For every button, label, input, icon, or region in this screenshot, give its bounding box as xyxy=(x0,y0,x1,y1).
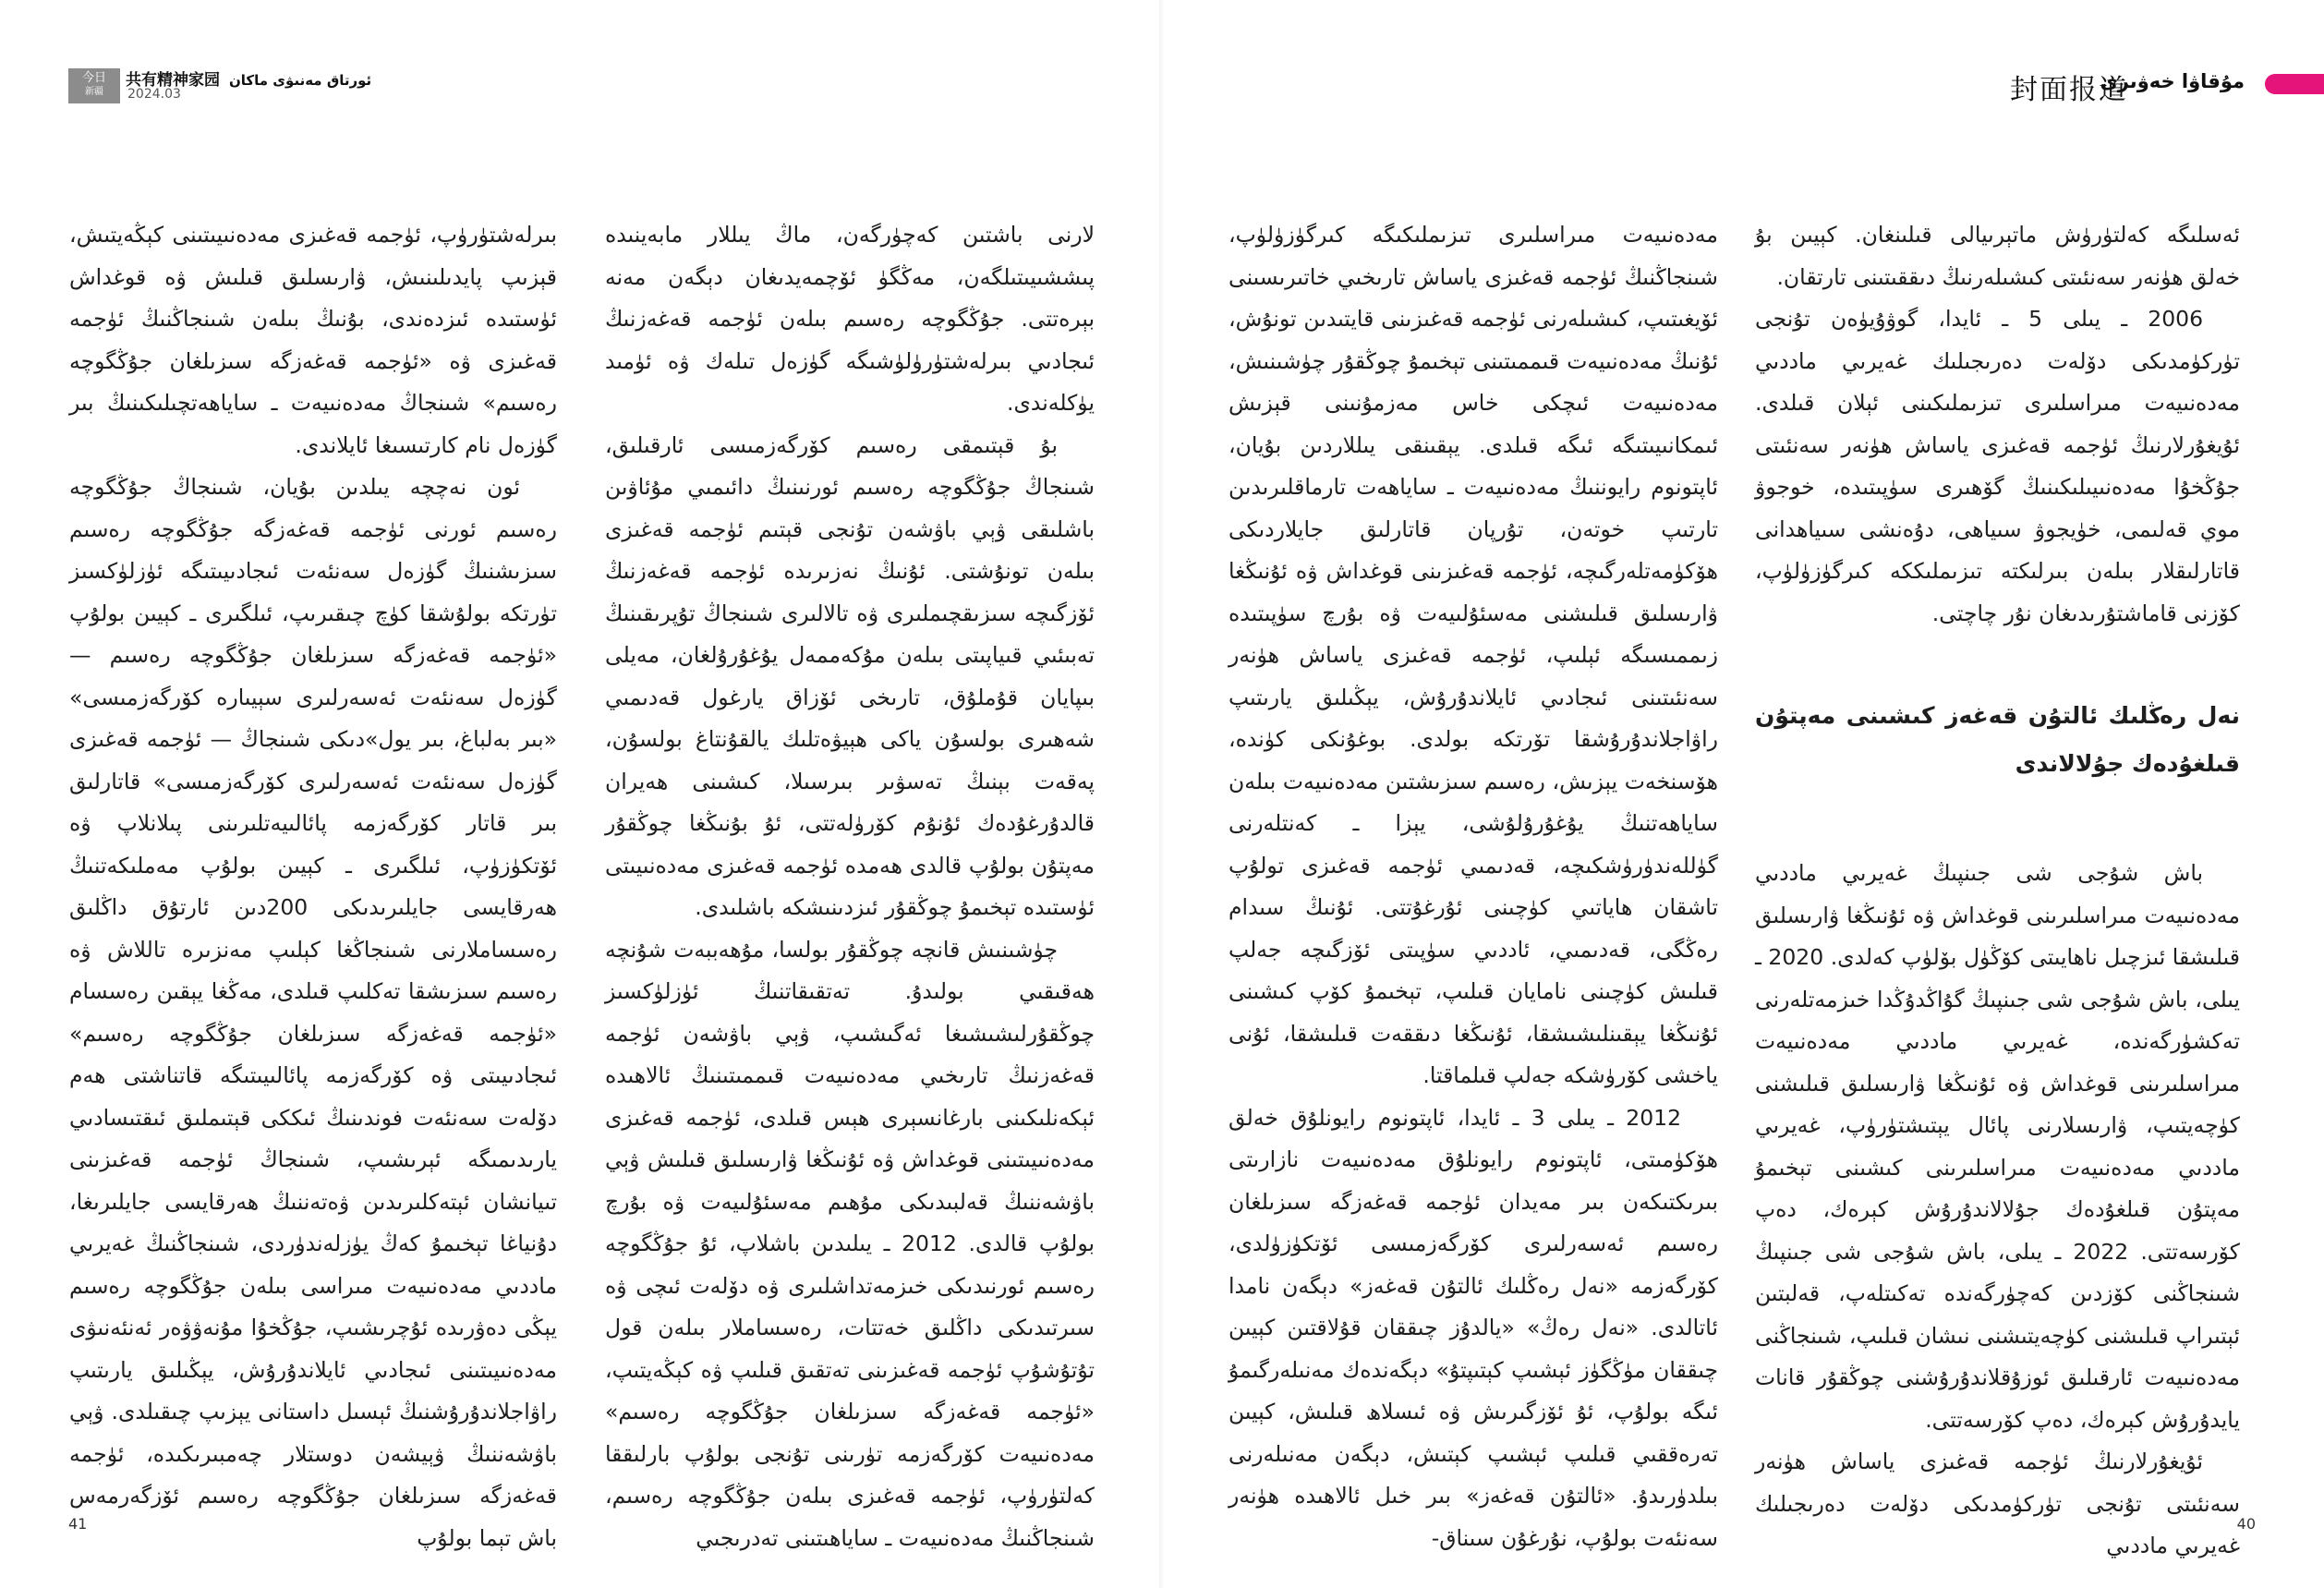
paragraph: مەدەنىيەت مىراسلىرى تىزىملىكىگە كىرگۈزۈلۈپ، شىنجاڭنىڭ ئۈجمە قەغىزى ياساش تارىخىي خاتىرىسىنى ئۆيغىتىپ، كىشىلەرنى ئۈجمە قەغىزىنى قايتىدىن تونۇش، ئۇنىڭ مەدەنىيەت قىممىتىنى تېخىمۇ چوڭقۇر چۈشىنىش، مەدەنىيەت ئىچكى خاس مەزمۇنىنى قېزىش ئىمكانىيىتىگە ئىگە قىلدى. يېقىنقى يىللاردىن بۇيان، ئاپتونوم رايوننىڭ مەدەنىيەت ـ ساياھەت تارماقلىرىدىن تارتىپ خوتەن، تۇرپان قاتارلىق جايلاردىكى ھۆكۈمەتلەرگىچە، ئۈجمە قەغىزىنى قوغداش ۋە ئۇنىڭغا ۋارىسلىق قىلىشنى مەسئۇلىيەت ۋە بۇرچ سۈپىتىدە زىممىسىگە ئېلىپ، ئۈجمە قەغىزى ياساش ھۈنەر سەنئىتىنى ئىجادىي ئايلاندۇرۇش، يېڭىلىق يارىتىپ راۋاجلاندۇرۇشقا تۆرتكە بولدى. بوغۇنكى كۈندە، ھۆسنخەت يېزىش، رەسىم سىزىشتىن مەدەنىيەت بىلەن ساياھەتنىڭ يۇغۇرۇلۇشى، يېزا ـ كەنتلەرنى گۈللەندۈرۈشكىچە، قەدىمىي ئۈجمە قەغىزى تولۇپ تاشقان ھاياتىي كۈچىنى ئۇرغۇتتى. ئۇنىڭ سىدام رەڭگى، قەدىمىي، ئاددىي سۈپىتى ئۆزگىچە جەلپ قىلىش كۈچىنى نامايان قىلىپ، تېخىمۇ كۆپ كىشىنى ئۇنىڭغا يېقىنلىشىشقا، ئۇنىڭغا دىققەت قىلىشقا، ئۇنى ياخشى كۆرۈشكە جەلپ قىلماقتا. xyxy=(1229,222,1718,1088)
section-title-zh: 封面报道 xyxy=(2010,74,2128,106)
text-column-1 xyxy=(1755,214,2240,1558)
paragraph: بۇ قېتىمقى رەسىم كۆرگەزمىسى ئارقىلىق، شىنجاڭ جۇڭگوچە رەسىم ئورنىنىڭ دائىمىي مۇئاۋىن باشلىقى ۋېي باۋشەن تۇنجى قېتىم ئۈجمە قەغىزى بىلەن تونۇشتى. ئۇنىڭ نەزىرىدە ئۈجمە قەغەزنىڭ ئۆزگىچە سىزىقچىملىرى ۋە تالالىرى شىنجاڭ تۇپرىقىنىڭ تەبىئىي قىياپىتى بىلەن مۇكەممەل يۇغۇرۇلغان، مەيلى بىپايان قۇملۇق، تارىخى ئۆزاق يارغول قەدىمىي شەھىرى بولسۇن ياكى ھېيۋەتلىك يالقۇنتاغ بولسۇن، پەقەت بېنىڭ تەسۋىر بىرسىلا، كىشىنى ھەيران قالدۇرغۇدەك ئۇنۇم كۆرۈلەتتى، ئۇ بۇنىڭغا چوڭقۇر مەپتۇن بولۇپ قالدى ھەمدە ئۈجمە قەغىزى مەدەنىيىتى ئۈستىدە تېخىمۇ چوڭقۇر ئىزدىنىشكە باشلىدى. xyxy=(605,431,1095,920)
paragraph: لارنى باشتىن كەچۈرگەن، ماڭ يىللار مابەينىدە پىششىيىتىلگەن، مەڭگۈ ئۆچمەيدىغان دېگەن مەنە بېرەتتى. جۇڭگوچە رەسىم بىلەن ئۈجمە قەغەزنىڭ ئىجادىي بىرلەشتۈرۈلۈشىگە گۈزەل تىلەك ۋە ئۈمىد يۈكلەندى. xyxy=(605,222,1095,416)
section-title-ug: مۇقاۋا خەۋىرى xyxy=(2100,70,2245,92)
paragraph: بىرلەشتۈرۈپ، ئۈجمە قەغىزى مەدەنىيىتىنى كېڭەيتىش، قېزىپ پايدىلىنىش، ۋارىسلىق قىلىش ۋە قوغداش ئۈستىدە ئىزدەندى، بۇنىڭ بىلەن شىنجاڭنىڭ ئۈجمە قەغىزى ۋە «ئۈجمە قەغەزگە سىزىلغان جۇڭگوچە رەسىم» شىنجاڭ مەدەنىيەت ـ ساياھەتچىلىكىنىڭ بىر گۈزەل نام كارتىسىغا ئايلاندى. xyxy=(69,222,557,458)
page-number-left: 41 xyxy=(68,1515,88,1533)
logo-line1: 今日 xyxy=(81,71,106,85)
section-accent-tab xyxy=(2265,74,2324,94)
paragraph: باش شۇجى شى جىنپىڭ غەيرىي ماددىي مەدەنىيەت مىراسلىرىنى قوغداش ۋە ئۇنىڭغا ۋارىسلىق قىلىشقا ئىزچىل ناھايىتى كۆڭۈل بۆلۈپ كەلدى. 2020 ـ يىلى، باش شۇجى شى جىنپىڭ گۇاڭدۇڭدا خىزمەتلەرنى تەكشۈرگەندە، غەيرىي ماددىي مەدەنىيەت مىراسلىرىنى قوغداش ۋە ئۇنىڭغا ۋارىسلىق قىلىشنى كۈچەيتىپ، ۋارىسلارنى پائال يېتىشتۈرۈپ، غەيرىي ماددىي مەدەنىيەت مىراسلىرىنى كىشىنى تېخىمۇ مەپتۇن قىلغۇدەك جۇلالاندۇرۇش كېرەك، دەپ كۆرسەتتى. 2022 ـ يىلى، باش شۇجى شى جىنپىڭ شىنجاڭنى كۆزدىن كەچۈرگەندە تەكىتلەپ، قەلبتىن ئېتىراپ قىلىشنى كۈچەيتىشنى نىشان قىلىپ، شىنجاڭنى مەدەنىيەت ئارقىلىق ئوزۇقلاندۇرۇشنى چوڭقۇر قانات يايدۇرۇش كېرەك، دەپ كۆرسەتتى. xyxy=(1755,860,2240,1433)
paragraph: ئۇيغۇرلارنىڭ ئۈجمە قەغىزى ياساش ھۈنەر سەنئىتى تۇنجى تۈركۈمدىكى دۆلەت دەرىجىلىك غەيرىي ماددىي xyxy=(1755,1449,2240,1558)
paragraph: چۈشىنىش قانچە چوڭقۇر بولسا، مۇھەببەت شۇنچە ھەقىقىي بولىدۇ. تەتقىقاتنىڭ ئۈزلۈكسىز چوڭقۇرلىشىشىغا ئەگىشىپ، ۋېي باۋشەن ئۈجمە قەغەزنىڭ تارىخىي مەدەنىيەت قىممىتىنىڭ ئالاھىدە ئېكەنلىكىنى بارغانسېرى ھېس قىلدى، ئۈجمە قەغىزى مەدەنىيىتىنى قوغداش ۋە ئۇنىڭغا ۋارىسلىق قىلىش ۋېي باۋشەننىڭ قەلبىدىكى مۇھىم مەسئۇلىيەت ۋە بۇرچ بولۇپ قالدى. 2012 ـ يىلىدىن باشلاپ، ئۇ جۇڭگوچە رەسىم ئورنىدىكى خىزمەتداشلىرى ۋە دۆلەت ئىچى ۋە سىرتىدىكى داڭلىق خەتتات، رەسساملار بىلەن قول تۇتۇشۇپ ئۈجمە قەغىزىنى تەتقىق قىلىپ ۋە كېڭەيتىپ، «ئۈجمە قەغەزگە سىزىلغان جۇڭگوچە رەسىم» مەدەنىيەت كۆرگەزمە تۈرىنى تۇنجى بولۇپ بارلىققا كەلتۈرۈپ، ئۈجمە قەغىزى بىلەن جۇڭگوچە رەسىم، شىنجاڭنىڭ مەدەنىيەت ـ ساياھىتىنى تەدرىجىي xyxy=(605,936,1095,1551)
magazine-logo xyxy=(68,68,120,103)
text-column-3 xyxy=(605,214,1095,1551)
section-subheading: نەل رەڭلىك ئالتۇن قەغەز كىشىنى مەپتۇن قىلغۇدەك جۇلالاندى xyxy=(1755,702,2240,777)
issue-number: 2024.03 xyxy=(127,87,181,102)
header-right xyxy=(1918,65,2324,105)
text-column-2 xyxy=(1229,214,1718,1551)
page-number-right: 40 xyxy=(2236,1515,2256,1533)
paragraph: ئەسلىگە كەلتۈرۈش ماتېرىيالى قىلىنغان. كېيىن بۇ خەلق ھۈنەر سەنئىتى كىشىلەرنىڭ دىققىتىنى تارتقان. xyxy=(1755,222,2240,290)
page-gutter xyxy=(1159,0,1165,1588)
logo-line2: 新疆 xyxy=(85,87,103,97)
paragraph: ئون نەچچە يىلدىن بۇيان، شىنجاڭ جۇڭگوچە رەسىم ئورنى ئۈجمە قەغەزگە جۇڭگوچە رەسىم سىزىشنىڭ گۈزەل سەنئەت ئىجادىيىتىگە ئۈزلۈكسىز تۈرتكە بولۇشقا كۈچ چىقىرىپ، ئىلگىرى ـ كېيىن بولۇپ «ئۈجمە قەغەزگە سىزىلغان جۇڭگوچە رەسىم — گۈزەل سەنئەت ئەسەرلىرى سېيىارە كۆرگەزمىسى» «بىر بەلباغ، بىر يول»دىكى شىنجاڭ — ئۈجمە قەغىزى گۈزەل سەنئەت ئەسەرلىرى كۆرگەزمىسى» قاتارلىق بىر قاتار كۆرگەزمە پائالىيەتلىرىنى پىلانلاپ ۋە ئۆتكۈزۈپ، ئىلگىرى ـ كېيىن بولۇپ مەملىكەتنىڭ ھەرقايسى جايلىرىدىكى 200دىن ئارتۇق داڭلىق رەسساملارنى شىنجاڭغا كېلىپ مەنزىرە تاللاش ۋە رەسىم سىزىشقا تەكلىپ قىلدى، مەڭغا يېقىن رەسسام «ئۈجمە قەغەزگە سىزىلغان جۇڭگوچە رەسىم» ئىجادىيىتى ۋە كۆرگەزمە پائالىيىتىگە قاتناشتى ھەم دۆلەت سەنئەت فوندىنىڭ ئىككى قېتىملىق ئىقتىسادىي يارىدىمىگە ئېرىشىپ، شىنجاڭ ئۈجمە قەغىزىنى تىيانشان ئېتەكلىرىدىن ۋەتەننىڭ ھەرقايسى جايلىرىغا، دۇنياغا تېخىمۇ كەڭ يۈزلەندۈردى، شىنجاڭنىڭ غەيرىي ماددىي مەدەنىيەت مىراسى بىلەن جۇڭگوچە رەسىم يېڭى دەۋرىدە ئۇچرىشىپ، جۇڭخۇا مۇنەۋۋەر ئەنئەنىۋى مەدەنىيىتىنى ئىجادىي ئايلاندۇرۇش، يېڭىلىق يارىتىپ راۋاجلاندۇرۇشنىڭ ئېسىل داستانى يېزىپ چىقىلدى. ۋېي باۋشەننىڭ ۋېيشەن دوستلار چەمبىرىكىدە، ئۈجمە قەغەزگە سىزىلغان جۇڭگوچە رەسىم ئۆزگەرمەس باش تېما بولۇپ xyxy=(69,474,557,1551)
paragraph: 2006 ـ يىلى 5 ـ ئايدا، گوۋۇيۈەن تۇنجى تۈركۈمدىكى دۆلەت دەرىجىلىك غەيرىي ماددىي مەدەنىيەت مىراسلىرى تىزىملىكىنى ئېلان قىلدى. ئۇيغۇرلارنىڭ ئۈجمە قەغىزى ياساش ھۈنەر سەنئىتى جۇڭخۇا مەدەنىيىلىكىنىڭ گۆھىرى سۈپىتىدە، خوجوۋ موي قەلىمى، خۈيجوۋ سىياھى، دۇەنشى سىياھدانى قاتارلىقلار بىلەن بىرلىكتە تىزىملىككە كىرگۈزۈلۈپ، كۆزنى قاماشتۇرىدىغان نۇر چاچتى. xyxy=(1755,306,2240,626)
magazine-name-ug: ئورتاق مەنىۋى ماكان xyxy=(229,72,372,89)
magazine-name-zh: 共有精神家园 xyxy=(126,71,220,90)
paragraph: 2012 ـ يىلى 3 ـ ئايدا، ئاپتونوم رايونلۇق خەلق ھۆكۈمىتى، ئاپتونوم رايونلۇق مەدەنىيەت نازارىتى بىرىكتىكەن بىر مەيدان ئۈجمە قەغەزگە سىزىلغان رەسىم ئەسەرلىرى كۆرگەزمىسى ئۆتكۈزۈلدى، كۆرگەزمە «نەل رەڭلىك ئالتۇن قەغەز» دېگەن نامدا ئاتالدى. «نەل رەڭ» «يالدۇز چىققان قۇلاقتىن كېيىن چىققان مۈڭگۈز ئېشىپ كېتىپتۇ» دېگەندەك مەنىلەرگىمۇ ئىگە بولۇپ، ئۇ ئۆزگىرىش ۋە ئىسلاھ قىلىش، كېيىن تەرەققىي قىلىپ ئېشىپ كېتىش، دېگەن مەنىلەرنى بىلدۈرىدۇ. «ئالتۇن قەغەز» بىر خىل ئالاھىدە ھۈنەر سەنئەت بولۇپ، نۇرغۇن سىناق- xyxy=(1229,1104,1718,1551)
